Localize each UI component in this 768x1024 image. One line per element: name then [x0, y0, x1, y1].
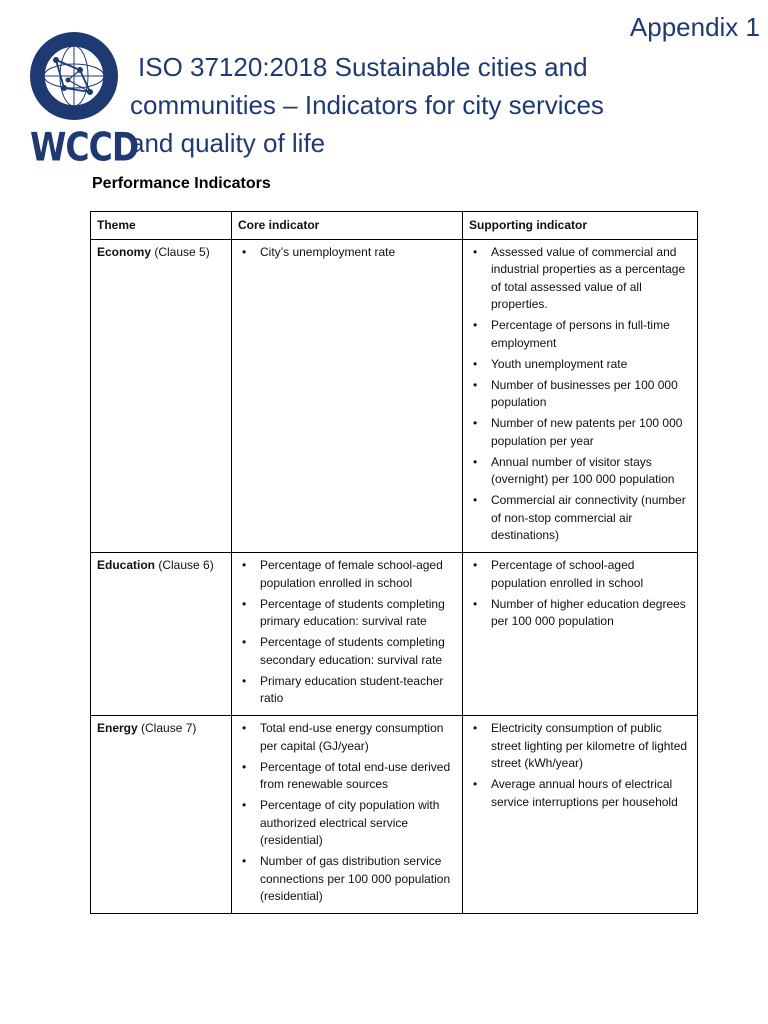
core-cell — [232, 553, 463, 716]
theme-name: Education — [97, 558, 156, 572]
list-item: • Commercial air connectivity (number of non-stop commercial air destinations) — [469, 492, 691, 545]
theme-clause: (Clause 5) — [151, 244, 210, 259]
theme-cell — [91, 239, 232, 553]
title-line: ISO 37120:2018 Sustainable cities and — [138, 52, 588, 82]
supporting-cell — [463, 553, 698, 716]
table-row — [91, 716, 698, 914]
supporting-cell — [463, 239, 698, 553]
list-item: • Primary education student-teacher ratio — [238, 673, 456, 708]
core-cell — [232, 239, 463, 553]
header-supporting-indicator: Supporting indicator — [463, 212, 698, 240]
list-item: • City’s unemployment rate — [238, 244, 456, 262]
theme-name: Economy — [97, 244, 152, 259]
theme-name: Energy — [97, 721, 138, 735]
table-header-row — [91, 212, 698, 240]
list-item: • Percentage of persons in full-time employment — [469, 317, 691, 352]
list-item: • Number of higher education degrees per 100 000 population — [469, 596, 691, 631]
header-theme: Theme — [91, 212, 232, 240]
list-item: • Number of gas distribution service connections per 100 000 population (residential) — [238, 853, 456, 906]
core-cell — [232, 716, 463, 914]
list-item: • Electricity consumption of public street lighting per kilometre of lighted street (kWh/year) — [469, 720, 691, 773]
list-item: • Percentage of students completing primary education: survival rate — [238, 596, 456, 631]
indicators-table — [90, 211, 698, 914]
theme-clause: (Clause 6) — [155, 558, 214, 572]
list-item: • Youth unemployment rate — [469, 356, 691, 374]
title-line: and quality of life — [130, 128, 326, 158]
appendix-label: Appendix 1 — [629, 12, 760, 42]
list-item: • Percentage of total end-use derived from renewable sources — [238, 759, 456, 794]
wccd-wordmark: WCCD — [30, 124, 139, 171]
table-row — [91, 553, 698, 716]
list-item: • Number of businesses per 100 000 population — [469, 377, 691, 412]
list-item: • Average annual hours of electrical service interruptions per household — [469, 776, 691, 811]
list-item: • Assessed value of commercial and industrial properties as a percentage of total assessed value of all properties. — [469, 244, 691, 314]
section-title: Performance Indicators — [92, 175, 271, 192]
document-title — [130, 48, 604, 162]
table-row — [91, 239, 698, 553]
theme-clause: (Clause 7) — [137, 721, 197, 735]
list-item: • Percentage of city population with authorized electrical service (residential) — [238, 797, 456, 850]
globe-seal-icon — [28, 30, 120, 122]
list-item: • Percentage of school-aged population enrolled in school — [469, 557, 691, 592]
theme-cell — [91, 553, 232, 716]
supporting-cell — [463, 716, 698, 914]
list-item: • Percentage of female school-aged population enrolled in school — [238, 557, 456, 592]
theme-cell — [91, 716, 232, 914]
list-item: • Total end-use energy consumption per capital (GJ/year) — [238, 720, 456, 755]
header-core-indicator: Core indicator — [232, 212, 463, 240]
list-item: • Percentage of students completing secondary education: survival rate — [238, 634, 456, 669]
wccd-logo — [28, 30, 120, 122]
list-item: • Number of new patents per 100 000 population per year — [469, 415, 691, 450]
title-line: communities – Indicators for city services — [130, 90, 604, 120]
list-item: • Annual number of visitor stays (overnight) per 100 000 population — [469, 454, 691, 489]
